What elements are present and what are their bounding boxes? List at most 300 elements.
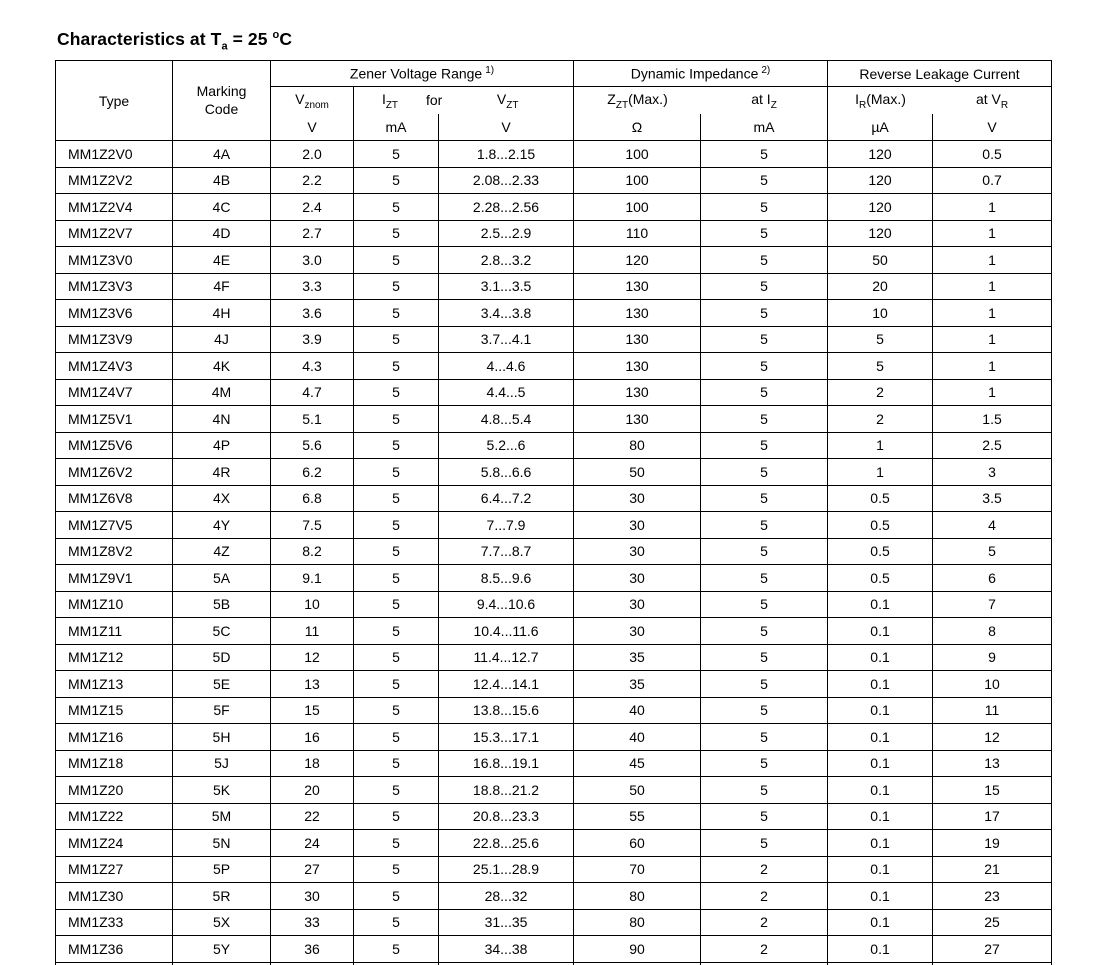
cell-type: MM1Z5V1 (56, 406, 173, 433)
unit-vzt: V (439, 114, 574, 141)
cell-vzt: 2.28...2.56 (439, 194, 574, 221)
cell-izt: 5 (354, 591, 439, 618)
cell-vznom: 20 (271, 777, 354, 804)
cell-zzt_max: 50 (574, 459, 701, 486)
title-unit: C (279, 29, 293, 49)
table-row (56, 565, 1052, 592)
cell-marking_code: 5X (173, 909, 271, 936)
cell-vznom: 15 (271, 697, 354, 724)
table-row (56, 379, 1052, 406)
cell-zzt_max: 40 (574, 697, 701, 724)
cell-ir_max: 0.5 (828, 485, 933, 512)
cell-ir_max: 10 (828, 300, 933, 327)
cell-at_vr: 0.7 (933, 167, 1052, 194)
cell-at_vr: 13 (933, 750, 1052, 777)
cell-vznom: 13 (271, 671, 354, 698)
cell-marking_code: 4F (173, 273, 271, 300)
cell-zzt_max: 50 (574, 777, 701, 804)
cell-at_vr: 5 (933, 538, 1052, 565)
cell-at_iz: 5 (701, 591, 828, 618)
cell-type: MM1Z2V2 (56, 167, 173, 194)
cell-at_vr: 3.5 (933, 485, 1052, 512)
cell-type: MM1Z10 (56, 591, 173, 618)
cell-at_iz: 2 (701, 883, 828, 910)
cell-zzt_max: 130 (574, 326, 701, 353)
cell-ir_max: 5 (828, 353, 933, 380)
cell-vznom: 2.0 (271, 141, 354, 168)
cell-type: MM1Z2V0 (56, 141, 173, 168)
cell-zzt_max: 35 (574, 644, 701, 671)
cell-vzt: 1.8...2.15 (439, 141, 574, 168)
cell-at_vr: 1 (933, 353, 1052, 380)
cell-izt: 5 (354, 379, 439, 406)
column-header-type: Type (56, 61, 173, 141)
cell-vznom: 5.6 (271, 432, 354, 459)
cell-marking_code: 4C (173, 194, 271, 221)
column-header-ir-at-vr: $I_R(Max.)$ at $V_R$ (828, 87, 1052, 115)
table-row (56, 883, 1052, 910)
cell-marking_code: 5E (173, 671, 271, 698)
table-row (56, 697, 1052, 724)
cell-vznom: 6.2 (271, 459, 354, 486)
cell-ir_max: 1 (828, 432, 933, 459)
cell-ir_max: 0.1 (828, 883, 933, 910)
cell-at_vr: 25 (933, 909, 1052, 936)
table-body (56, 141, 1052, 965)
cell-ir_max: 0.5 (828, 565, 933, 592)
cell-zzt_max: 100 (574, 167, 701, 194)
cell-zzt_max: 130 (574, 406, 701, 433)
cell-izt: 5 (354, 300, 439, 327)
cell-zzt_max: 45 (574, 750, 701, 777)
cell-ir_max: 0.5 (828, 538, 933, 565)
cell-at_iz: 5 (701, 485, 828, 512)
cell-marking_code: 5A (173, 565, 271, 592)
cell-type: MM1Z3V3 (56, 273, 173, 300)
table-row (56, 671, 1052, 698)
cell-vzt: 22.8...25.6 (439, 830, 574, 857)
cell-zzt_max: 130 (574, 273, 701, 300)
cell-at_vr: 1 (933, 220, 1052, 247)
cell-at_iz: 5 (701, 326, 828, 353)
cell-type: MM1Z2V7 (56, 220, 173, 247)
table-row (56, 432, 1052, 459)
column-header-zzt-at-iz: $Z_{ZT}(Max.)$ at $I_Z$ (574, 87, 828, 115)
cell-type: MM1Z18 (56, 750, 173, 777)
cell-vzt: 34...38 (439, 936, 574, 963)
cell-at_iz: 5 (701, 353, 828, 380)
table-row (56, 220, 1052, 247)
cell-zzt_max: 30 (574, 591, 701, 618)
cell-izt: 5 (354, 538, 439, 565)
unit-at-vr: V (933, 114, 1052, 141)
title-mid-text: = 25 (227, 29, 273, 49)
cell-at_vr: 6 (933, 565, 1052, 592)
cell-izt: 5 (354, 883, 439, 910)
cell-izt: 5 (354, 724, 439, 751)
footnote-1: 1) (485, 65, 495, 77)
cell-vzt: 9.4...10.6 (439, 591, 574, 618)
cell-vzt: 4...4.6 (439, 353, 574, 380)
cell-ir_max: 0.1 (828, 777, 933, 804)
group-header-dynamic-impedance: Dynamic Impedance $^{2)}$ (574, 61, 828, 87)
cell-ir_max: 20 (828, 273, 933, 300)
cell-ir_max: 1 (828, 459, 933, 486)
cell-at_vr: 12 (933, 724, 1052, 751)
cell-marking_code: 4R (173, 459, 271, 486)
cell-vzt: 18.8...21.2 (439, 777, 574, 804)
cell-type: MM1Z27 (56, 856, 173, 883)
table-row (56, 406, 1052, 433)
cell-marking_code: 4N (173, 406, 271, 433)
cell-at_iz: 5 (701, 724, 828, 751)
cell-izt: 5 (354, 936, 439, 963)
cell-izt: 5 (354, 273, 439, 300)
cell-izt: 5 (354, 326, 439, 353)
cell-at_vr: 3 (933, 459, 1052, 486)
cell-izt: 5 (354, 856, 439, 883)
cell-marking_code: 5Y (173, 936, 271, 963)
cell-zzt_max: 90 (574, 936, 701, 963)
cell-ir_max: 0.1 (828, 830, 933, 857)
cell-zzt_max: 30 (574, 565, 701, 592)
cell-type: MM1Z3V6 (56, 300, 173, 327)
cell-vznom: 4.3 (271, 353, 354, 380)
cell-at_iz: 5 (701, 379, 828, 406)
header-group-row (56, 61, 1052, 87)
cell-at_iz: 5 (701, 830, 828, 857)
cell-izt: 5 (354, 353, 439, 380)
cell-marking_code: 4M (173, 379, 271, 406)
cell-at_iz: 5 (701, 300, 828, 327)
cell-izt: 5 (354, 167, 439, 194)
cell-marking_code: 5R (173, 883, 271, 910)
cell-at_vr: 1 (933, 194, 1052, 221)
table-row (56, 459, 1052, 486)
cell-izt: 5 (354, 459, 439, 486)
cell-at_vr: 23 (933, 883, 1052, 910)
cell-type: MM1Z6V2 (56, 459, 173, 486)
cell-vznom: 2.2 (271, 167, 354, 194)
cell-izt: 5 (354, 141, 439, 168)
cell-at_vr: 10 (933, 671, 1052, 698)
cell-type: MM1Z4V7 (56, 379, 173, 406)
cell-at_vr: 1 (933, 326, 1052, 353)
cell-marking_code: 4K (173, 353, 271, 380)
table-row (56, 141, 1052, 168)
table-row (56, 803, 1052, 830)
cell-vznom: 9.1 (271, 565, 354, 592)
cell-ir_max: 0.1 (828, 618, 933, 645)
table-row (56, 724, 1052, 751)
cell-marking_code: 4A (173, 141, 271, 168)
cell-ir_max: 0.1 (828, 671, 933, 698)
cell-ir_max: 120 (828, 141, 933, 168)
table-row (56, 326, 1052, 353)
cell-ir_max: 0.1 (828, 644, 933, 671)
cell-zzt_max: 130 (574, 300, 701, 327)
cell-vznom: 27 (271, 856, 354, 883)
unit-ir: µA (828, 114, 933, 141)
cell-vznom: 18 (271, 750, 354, 777)
cell-vzt: 5.2...6 (439, 432, 574, 459)
cell-zzt_max: 30 (574, 512, 701, 539)
cell-vzt: 2.5...2.9 (439, 220, 574, 247)
cell-ir_max: 50 (828, 247, 933, 274)
cell-vzt: 13.8...15.6 (439, 697, 574, 724)
group-header-zener-voltage-range: Zener Voltage Range $^{1)}$ (271, 61, 574, 87)
table-row (56, 300, 1052, 327)
cell-vzt: 6.4...7.2 (439, 485, 574, 512)
cell-at_iz: 5 (701, 618, 828, 645)
cell-marking_code: 4X (173, 485, 271, 512)
cell-vznom: 24 (271, 830, 354, 857)
cell-vznom: 11 (271, 618, 354, 645)
cell-type: MM1Z33 (56, 909, 173, 936)
cell-vzt: 25.1...28.9 (439, 856, 574, 883)
cell-izt: 5 (354, 803, 439, 830)
cell-izt: 5 (354, 644, 439, 671)
cell-vznom: 30 (271, 883, 354, 910)
unit-at-iz: mA (701, 114, 828, 141)
cell-marking_code: 5N (173, 830, 271, 857)
cell-zzt_max: 60 (574, 830, 701, 857)
cell-type: MM1Z12 (56, 644, 173, 671)
cell-at_iz: 5 (701, 220, 828, 247)
cell-vzt: 4.8...5.4 (439, 406, 574, 433)
cell-ir_max: 0.1 (828, 909, 933, 936)
cell-izt: 5 (354, 777, 439, 804)
cell-marking_code: 5K (173, 777, 271, 804)
cell-type: MM1Z9V1 (56, 565, 173, 592)
cell-type: MM1Z2V4 (56, 194, 173, 221)
table-row (56, 777, 1052, 804)
table-header (56, 61, 1052, 141)
cell-at_vr: 15 (933, 777, 1052, 804)
cell-at_vr: 1 (933, 273, 1052, 300)
table-row (56, 538, 1052, 565)
cell-zzt_max: 30 (574, 485, 701, 512)
cell-marking_code: 4E (173, 247, 271, 274)
cell-zzt_max: 130 (574, 353, 701, 380)
cell-at_iz: 5 (701, 273, 828, 300)
table-row (56, 273, 1052, 300)
cell-izt: 5 (354, 194, 439, 221)
cell-marking_code: 5D (173, 644, 271, 671)
cell-zzt_max: 80 (574, 909, 701, 936)
cell-at_iz: 5 (701, 697, 828, 724)
cell-type: MM1Z22 (56, 803, 173, 830)
cell-zzt_max: 40 (574, 724, 701, 751)
column-header-marking-code: Marking Code (173, 61, 271, 141)
table-row (56, 750, 1052, 777)
cell-type: MM1Z30 (56, 883, 173, 910)
cell-at_iz: 5 (701, 803, 828, 830)
cell-vznom: 3.9 (271, 326, 354, 353)
cell-zzt_max: 80 (574, 883, 701, 910)
cell-ir_max: 0.1 (828, 803, 933, 830)
cell-vznom: 2.7 (271, 220, 354, 247)
cell-at_iz: 5 (701, 406, 828, 433)
cell-at_iz: 5 (701, 247, 828, 274)
cell-ir_max: 0.1 (828, 750, 933, 777)
cell-ir_max: 0.1 (828, 856, 933, 883)
cell-type: MM1Z16 (56, 724, 173, 751)
cell-zzt_max: 55 (574, 803, 701, 830)
cell-vzt: 11.4...12.7 (439, 644, 574, 671)
cell-at_iz: 5 (701, 194, 828, 221)
cell-at_iz: 5 (701, 644, 828, 671)
table-row (56, 936, 1052, 963)
cell-type: MM1Z7V5 (56, 512, 173, 539)
unit-vznom: V (307, 119, 317, 135)
cell-at_iz: 5 (701, 141, 828, 168)
cell-izt: 5 (354, 220, 439, 247)
cell-zzt_max: 80 (574, 432, 701, 459)
cell-izt: 5 (354, 485, 439, 512)
table-row (56, 194, 1052, 221)
cell-at_vr: 11 (933, 697, 1052, 724)
table-row (56, 830, 1052, 857)
cell-izt: 5 (354, 565, 439, 592)
cell-vznom: 2.4 (271, 194, 354, 221)
cell-vznom: 36 (271, 936, 354, 963)
cell-type: MM1Z15 (56, 697, 173, 724)
cell-vzt: 8.5...9.6 (439, 565, 574, 592)
cell-izt: 5 (354, 512, 439, 539)
cell-ir_max: 0.1 (828, 697, 933, 724)
cell-type: MM1Z20 (56, 777, 173, 804)
cell-vzt: 20.8...23.3 (439, 803, 574, 830)
cell-vznom: 8.2 (271, 538, 354, 565)
cell-marking_code: 4B (173, 167, 271, 194)
cell-vzt: 4.4...5 (439, 379, 574, 406)
cell-type: MM1Z3V0 (56, 247, 173, 274)
cell-at_iz: 5 (701, 777, 828, 804)
cell-vzt: 28...32 (439, 883, 574, 910)
cell-ir_max: 0.1 (828, 936, 933, 963)
cell-marking_code: 4Z (173, 538, 271, 565)
cell-izt: 5 (354, 750, 439, 777)
cell-at_iz: 5 (701, 512, 828, 539)
title-text: Characteristics at T (57, 29, 222, 49)
cell-ir_max: 120 (828, 167, 933, 194)
cell-at_vr: 8 (933, 618, 1052, 645)
cell-zzt_max: 100 (574, 194, 701, 221)
cell-type: MM1Z3V9 (56, 326, 173, 353)
cell-vznom: 4.7 (271, 379, 354, 406)
cell-zzt_max: 120 (574, 247, 701, 274)
cell-type: MM1Z11 (56, 618, 173, 645)
table-row (56, 856, 1052, 883)
cell-ir_max: 0.1 (828, 591, 933, 618)
cell-izt: 5 (354, 671, 439, 698)
cell-at_vr: 1 (933, 247, 1052, 274)
cell-zzt_max: 35 (574, 671, 701, 698)
cell-at_vr: 4 (933, 512, 1052, 539)
cell-at_vr: 21 (933, 856, 1052, 883)
cell-type: MM1Z8V2 (56, 538, 173, 565)
table-row (56, 618, 1052, 645)
cell-vzt: 31...35 (439, 909, 574, 936)
cell-izt: 5 (354, 432, 439, 459)
cell-at_vr: 1.5 (933, 406, 1052, 433)
cell-at_iz: 2 (701, 909, 828, 936)
cell-at_iz: 5 (701, 167, 828, 194)
cell-marking_code: 5P (173, 856, 271, 883)
cell-izt: 5 (354, 697, 439, 724)
cell-ir_max: 0.1 (828, 724, 933, 751)
cell-izt: 5 (354, 406, 439, 433)
cell-marking_code: 4D (173, 220, 271, 247)
cell-vznom: 3.0 (271, 247, 354, 274)
characteristics-table (55, 60, 1052, 965)
cell-at_vr: 2.5 (933, 432, 1052, 459)
cell-vzt: 15.3...17.1 (439, 724, 574, 751)
cell-type: MM1Z13 (56, 671, 173, 698)
column-header-izt-for-vzt: $I_{ZT}$ for $V_{ZT}$ (354, 87, 574, 115)
page-title (57, 29, 292, 53)
cell-izt: 5 (354, 247, 439, 274)
table-row (56, 644, 1052, 671)
unit-zzt: Ω (574, 114, 701, 141)
cell-at_vr: 17 (933, 803, 1052, 830)
cell-izt: 5 (354, 618, 439, 645)
cell-at_iz: 5 (701, 565, 828, 592)
cell-at_vr: 19 (933, 830, 1052, 857)
table-row (56, 909, 1052, 936)
cell-at_vr: 9 (933, 644, 1052, 671)
cell-at_vr: 27 (933, 936, 1052, 963)
cell-vznom: 6.8 (271, 485, 354, 512)
table-row (56, 353, 1052, 380)
cell-marking_code: 5C (173, 618, 271, 645)
cell-at_vr: 1 (933, 379, 1052, 406)
cell-vznom: 3.3 (271, 273, 354, 300)
cell-vznom: 5.1 (271, 406, 354, 433)
cell-marking_code: 4Y (173, 512, 271, 539)
cell-vzt: 2.8...3.2 (439, 247, 574, 274)
degree-symbol: o (272, 29, 280, 42)
cell-zzt_max: 30 (574, 538, 701, 565)
cell-vzt: 5.8...6.6 (439, 459, 574, 486)
table-row (56, 512, 1052, 539)
cell-vznom: 16 (271, 724, 354, 751)
cell-ir_max: 2 (828, 379, 933, 406)
cell-ir_max: 0.5 (828, 512, 933, 539)
cell-vznom: 10 (271, 591, 354, 618)
cell-marking_code: 5H (173, 724, 271, 751)
cell-marking_code: 5B (173, 591, 271, 618)
cell-zzt_max: 30 (574, 618, 701, 645)
cell-ir_max: 2 (828, 406, 933, 433)
cell-vznom: 3.6 (271, 300, 354, 327)
cell-at_iz: 2 (701, 856, 828, 883)
cell-at_iz: 5 (701, 459, 828, 486)
cell-vznom: 7.5 (271, 512, 354, 539)
cell-ir_max: 5 (828, 326, 933, 353)
cell-marking_code: 4H (173, 300, 271, 327)
cell-at_iz: 2 (701, 936, 828, 963)
table-row (56, 167, 1052, 194)
cell-marking_code: 5M (173, 803, 271, 830)
cell-izt: 5 (354, 909, 439, 936)
cell-vzt: 7.7...8.7 (439, 538, 574, 565)
cell-vznom: 12 (271, 644, 354, 671)
cell-at_iz: 5 (701, 432, 828, 459)
cell-type: MM1Z24 (56, 830, 173, 857)
cell-ir_max: 120 (828, 220, 933, 247)
